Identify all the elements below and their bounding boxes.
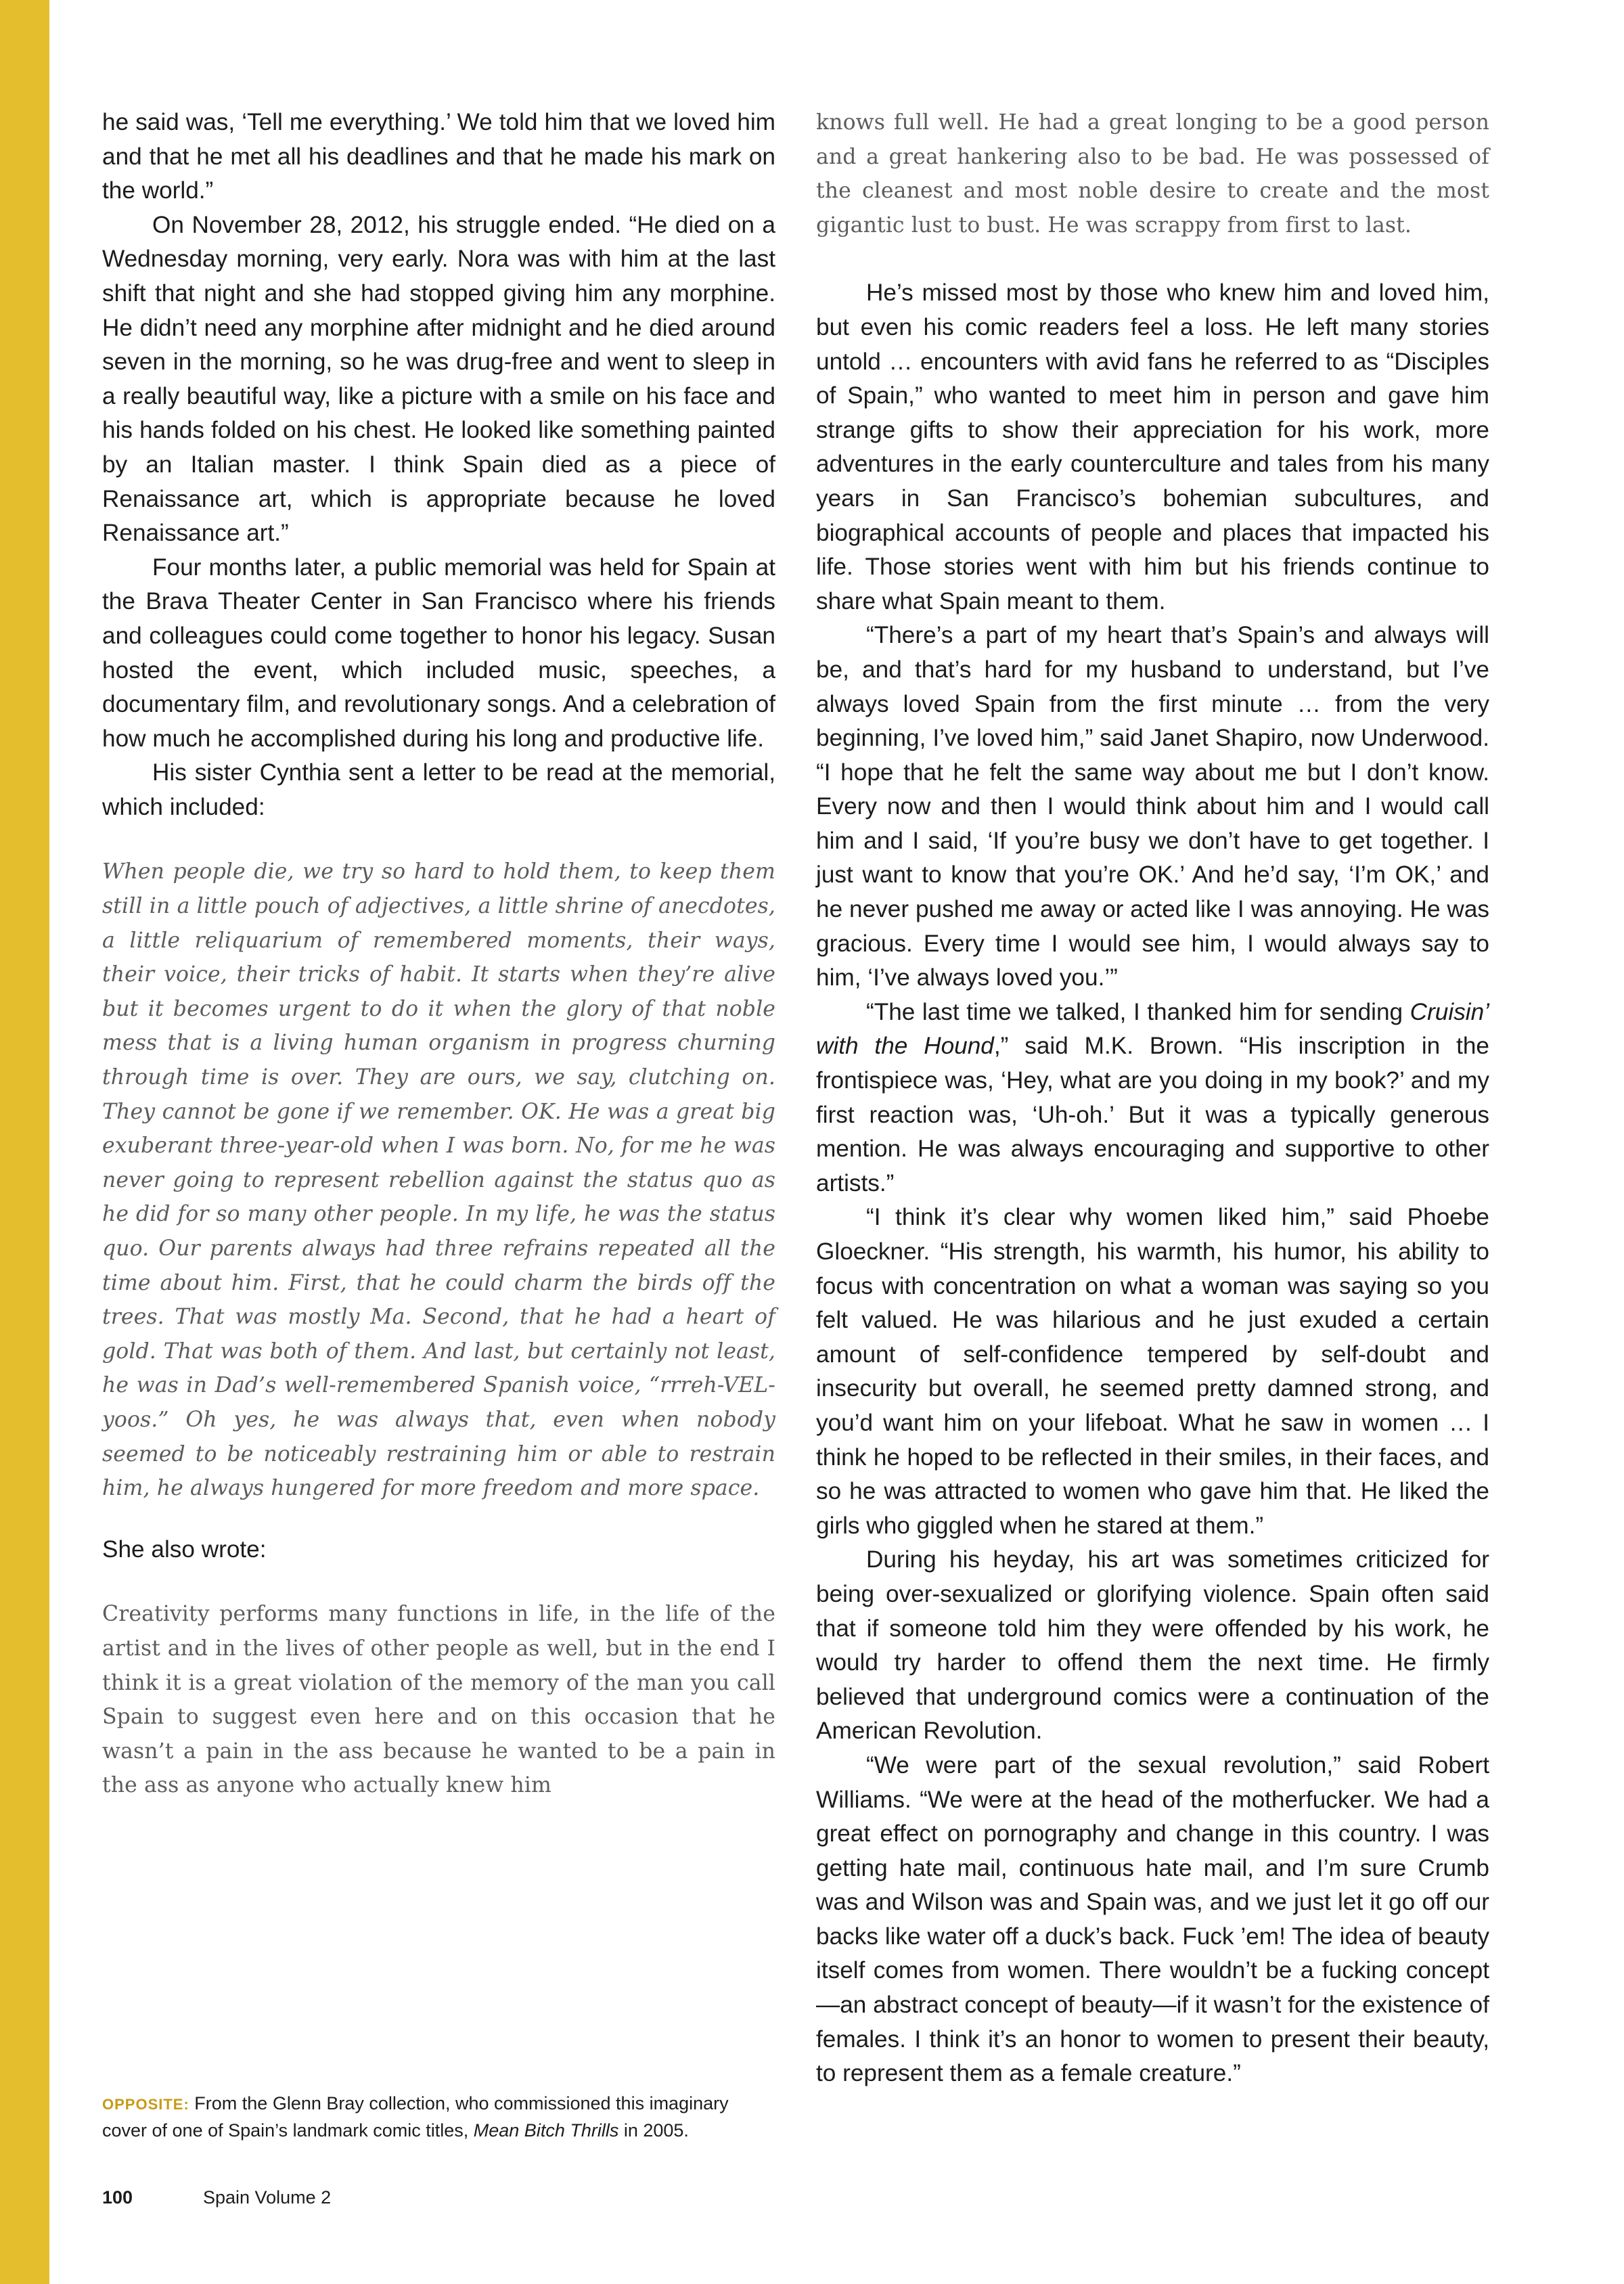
paragraph: “We were part of the sexual revolution,” said Robert Williams. “We were at the head of the motherfucker. We had a great effect on pornography and change in this country. I was getting hate mail, continuous hate mail, and I’m sure Crumb was and Wilson was and Spain was, and we just let it go off our backs like water off a duck’s back. Fuck ’em! The idea of beauty itself comes from women. There wouldn’t be a fucking concept—an abstract concept of beauty—if it wasn’t for the existence of females. I think it’s an honor to women to present their beauty, to represent them as a female creature.”: [816, 1751, 1489, 2087]
caption-text: From the Glenn Bray collection, who commissioned this imaginary cover of one of Spain’s landmark comic titles,: [102, 2093, 729, 2141]
left-column: [102, 106, 775, 1803]
paragraph: “There’s a part of my heart that’s Spain’s and always will be, and that’s hard for my husband to understand, but I’ve always loved Spain from the first minute … from the very beginning, I’ve loved him,” said Janet Shapiro, now Underwood. “I hope that he felt the same way about me but I don’t know. Every now and then I would think about him and I would call him and I said, ‘If you’re busy we don’t have to get together. I just want to know that you’re OK.’ And he’d say, ‘I’m OK,’ and he never pushed me away or acted like I was annoying. He was gracious. Every time I would see him, I would always say to him, ‘I’ve always loved you.’”: [816, 622, 1489, 991]
image-caption: [102, 2090, 775, 2143]
paragraph: She also wrote:: [102, 1536, 267, 1563]
paragraph: [816, 995, 1489, 1201]
paragraph-text: “The last time we talked, I thanked him for sending: [866, 998, 1410, 1025]
book-title: Cruisin’ with the Hound: [816, 998, 1489, 1060]
paragraph: He’s missed most by those who knew him and loved him, but even his comic readers feel a loss. He left many stories untold … encounters with avid fans he referred to as “Disciples of Spain,” who wanted to meet him in person and gave him strange gifts to show their appreciation for his work, more adventures in the early counterculture and tales from his many years in San Francisco’s bohemian subcultures, and biographical accounts of people and places that impacted his life. Those stories went with him but his friends continue to share what Spain meant to them.: [816, 279, 1489, 614]
caption-title: Mean Bitch Thrills: [473, 2120, 619, 2141]
right-column: [816, 106, 1489, 2091]
paragraph: Four months later, a public memorial was held for Spain at the Brava Theater Center in San Francisco where his friends and colleagues could come together to honor his legacy. Susan hosted the event, which included music, speeches, a documentary film, and revolutionary songs. And a celebration of how much he accomplished during his long and productive life.: [102, 554, 775, 752]
block-quote: Creativity performs many functions in life, in the life of the artist and in the lives of other people as well, but in the end I think it is a great violation of the memory of the man you call Spain to suggest even here and on this occasion that he wasn’t a pain in the ass because he wanted to be a pain in the ass as anyone who actually knew him: [102, 1602, 775, 1798]
paragraph: During his heyday, his art was sometimes criticized for being over-sexualized or glorifying violence. Spain often said that if someone told him they were offended by his work, he would try harder to offend them the next time. He firmly believed that underground comics were a continuation of the American Revolution.: [816, 1546, 1489, 1745]
block-quote-continued: knows full well. He had a great longing to be a good person and a great hankering also to be bad. He was possessed of the cleanest and most noble desire to create and the most gigantic lust to bust. He was scrappy from first to last.: [816, 110, 1489, 238]
paragraph: “I think it’s clear why women liked him,” said Phoebe Gloeckner. “His strength, his warmth, his humor, his ability to focus with concentration on what a woman was saying so you felt valued. He was hilarious and he just exuded a certain amount of self-confidence tempered by self-doubt and insecurity but overall, he seemed pretty damned strong, and you’d want him on your lifeboat. What he saw in women … I think he hoped to be reflected in their smiles, in their faces, and so he was attracted to women who gave him that. He liked the girls who giggled when he stared at them.”: [816, 1204, 1489, 1539]
accent-side-stripe: [0, 0, 49, 2284]
paragraph-text: ,” said M.K. Brown. “His inscription in the frontispiece was, ‘Hey, what are you doing in my book?’ and my first reaction was, ‘Uh-oh.’ But it was a typically generous mention. He was always encouraging and supportive to other artists.”: [816, 1033, 1489, 1196]
paragraph: he said was, ‘Tell me everything.’ We told him that we loved him and that he met all his deadlines and that he made his mark on the world.”: [102, 109, 775, 204]
paragraph: On November 28, 2012, his struggle ended. “He died on a Wednesday morning, very early. Nora was with him at the last shift that night and she had stopped giving him any morphine. He didn’t need any morphine after midnight and he died around seven in the morning, so he was drug-free and went to sleep in a really beautiful way, like a picture with a smile on his face and his hands folded on his chest. He looked like something painted by an Italian master. I think Spain died as a piece of Renaissance art, which is appropriate because he loved Renaissance art.”: [102, 211, 775, 547]
caption-text: in 2005.: [618, 2120, 689, 2141]
caption-label: OPPOSITE:: [102, 2096, 189, 2113]
page-number: 100: [102, 2187, 133, 2208]
block-quote: When people die, we try so hard to hold them, to keep them still in a little pouch of adjectives, a little shrine of anecdotes, a little reliquarium of remembered moments, their ways, their voice, their tricks of habit. It starts when they’re alive but it becomes urgent to do it when the glory of that noble mess that is a living human organism in progress churning through time is over. They are ours, we say, clutching on. They cannot be gone if we remember. OK. He was a great big exuberant three-year-old when I was born. No, for me he was never going to represent rebellion against the status quo as he did for so many other people. In my life, he was the status quo. Our parents always had three refrains repeated all the time about him. First, that he could charm the birds off the trees. That was mostly Ma. Second, that he had a heart of gold. That was both of them. And last, but certainly not least, he was in Dad’s well-remembered Spanish voice, “rrreh-VEL-yoos.” Oh yes, he was always that, even when nobody seemed to be noticeably restraining him or able to restrain him, he always hungered for more freedom and more space.: [102, 859, 775, 1501]
running-title: Spain Volume 2: [203, 2187, 332, 2208]
paragraph: His sister Cynthia sent a letter to be read at the memorial, which included:: [102, 759, 775, 820]
